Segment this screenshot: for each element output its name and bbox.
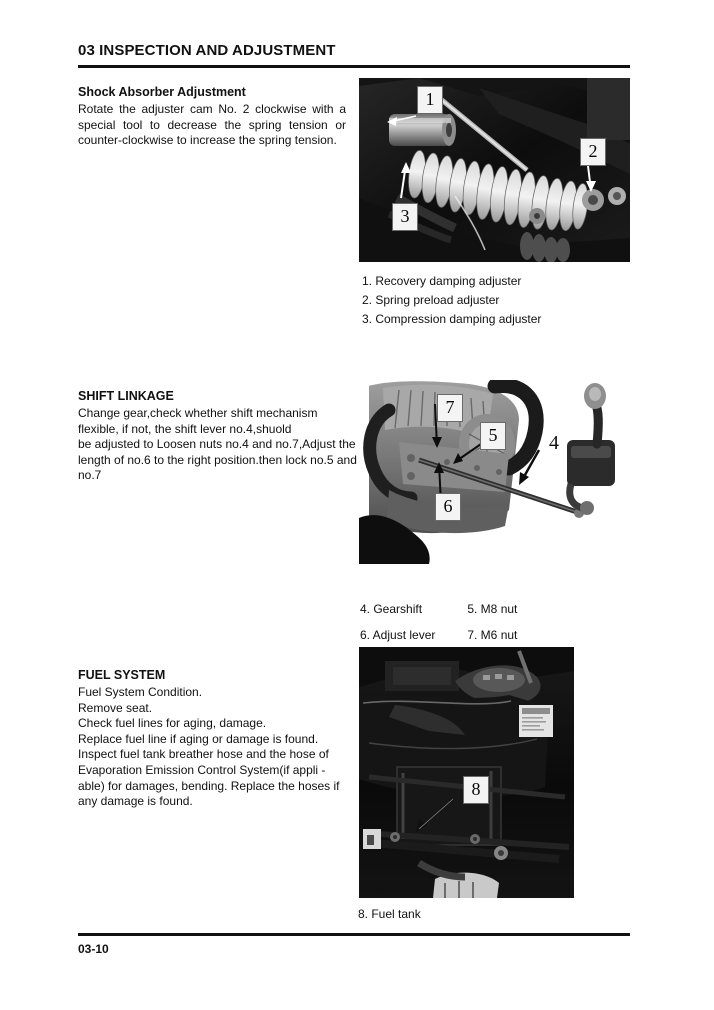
shock-absorber-heading: Shock Absorber Adjustment xyxy=(78,85,246,99)
page-header-title: 03 INSPECTION AND ADJUSTMENT xyxy=(78,42,336,59)
shock-absorber-body: Rotate the adjuster cam No. 2 clockwise with a special tool to decrease the spring tension or counter-clockwise to increase the spring tension. xyxy=(78,102,346,148)
fuel-system-body-line: Fuel System Condition. xyxy=(78,685,203,699)
fuel-system-body-line: Check fuel lines for aging, damage. xyxy=(78,716,267,731)
shock-absorber-photo-graphic xyxy=(359,78,630,262)
callout-7: 7 xyxy=(437,394,463,422)
shift-linkage-body-line: no.7 xyxy=(78,468,102,483)
shock-absorber-captions xyxy=(362,272,541,329)
callout-6: 6 xyxy=(435,493,461,521)
caption-item: 6. Adjust lever xyxy=(360,628,436,642)
shift-linkage-body-line: be adjusted to Loosen nuts no.4 and no.7,Adjust the xyxy=(78,437,356,452)
fuel-tank-photo xyxy=(359,647,574,898)
caption-item: 7. M6 nut xyxy=(467,628,518,642)
shift-linkage-text-block xyxy=(78,388,370,484)
callout-3: 3 xyxy=(392,203,418,231)
caption-item: 1. Recovery damping adjuster xyxy=(362,274,522,288)
shift-linkage-photo-graphic xyxy=(359,380,630,564)
footer-divider-rule xyxy=(78,933,630,936)
fuel-system-text-block xyxy=(78,667,356,810)
caption-row xyxy=(360,622,517,648)
shift-linkage-body-line: length of no.6 to the right position.then lock no.5 and xyxy=(78,452,357,467)
callout-2: 2 xyxy=(580,138,606,166)
shift-linkage-photo xyxy=(359,380,630,564)
fuel-system-body-line: Remove seat. xyxy=(78,700,153,715)
fuel-system-caption xyxy=(358,905,421,924)
fuel-tank-photo-graphic xyxy=(359,647,574,898)
callout-1: 1 xyxy=(417,86,443,114)
shift-linkage-body-line: flexible, if not, the shift lever no.4,shuold xyxy=(78,421,292,436)
shift-linkage-body xyxy=(78,406,370,484)
caption-item: 4. Gearshift xyxy=(360,602,423,616)
caption-item: 8. Fuel tank xyxy=(358,907,421,921)
fuel-system-body-line: any damage is found. xyxy=(78,794,193,809)
fuel-system-body-line: Evaporation Emission Control System(if appli - xyxy=(78,762,326,777)
shock-absorber-photo xyxy=(359,78,630,262)
shift-linkage-captions xyxy=(360,596,517,648)
shift-linkage-body-line: Change gear,check whether shift mechanism xyxy=(78,406,318,420)
caption-item: 2. Spring preload adjuster xyxy=(362,293,500,307)
fuel-system-body-line: Inspect fuel tank breather hose and the hose of xyxy=(78,747,329,762)
callout-5: 5 xyxy=(480,422,506,450)
header-divider-rule xyxy=(78,65,630,68)
fuel-system-heading: FUEL SYSTEM xyxy=(78,668,166,682)
shift-linkage-heading: SHIFT LINKAGE xyxy=(78,389,174,403)
shock-absorber-text-block xyxy=(78,84,346,149)
caption-item: 3. Compression damping adjuster xyxy=(362,312,542,326)
page-number: 03-10 xyxy=(78,942,109,956)
fuel-system-body-line: able) for damages, bending. Replace the hoses if xyxy=(78,778,340,793)
fuel-system-body-line: Replace fuel line if aging or damage is found. xyxy=(78,731,319,746)
fuel-system-body xyxy=(78,685,356,810)
callout-8: 8 xyxy=(463,776,489,804)
caption-row xyxy=(360,596,517,622)
caption-item: 5. M8 nut xyxy=(467,602,518,616)
callout-4: 4 xyxy=(549,432,559,454)
